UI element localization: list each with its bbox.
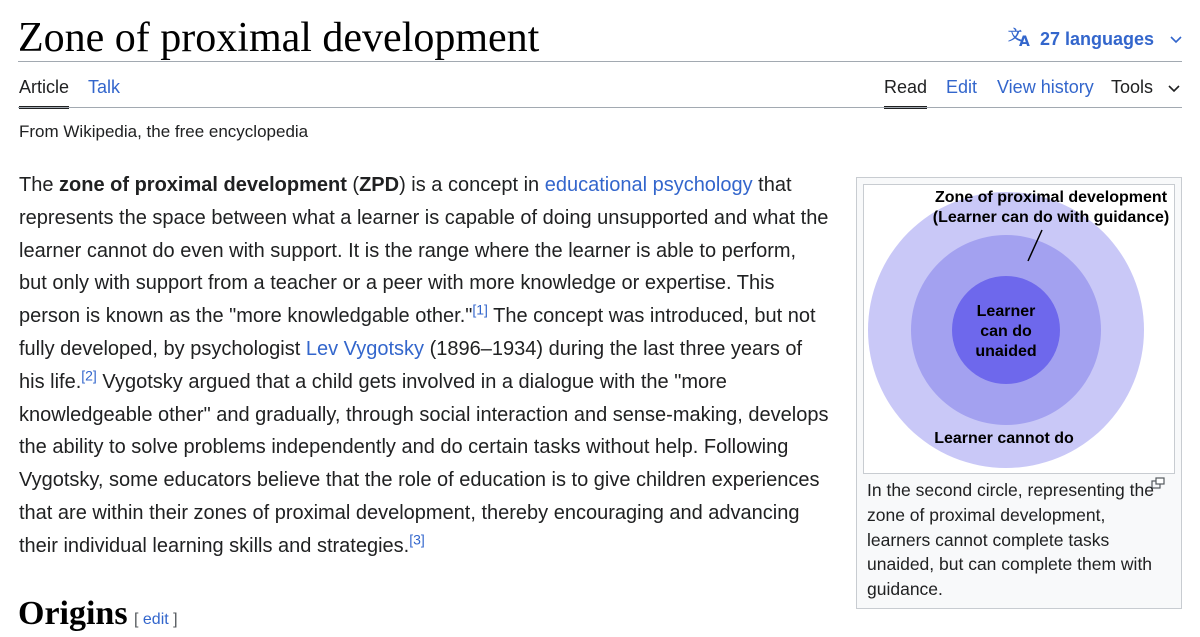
section-edit xyxy=(134,611,178,629)
link-educational-psychology[interactable]: educational psychology xyxy=(544,174,753,196)
languages-button[interactable] xyxy=(1008,22,1182,56)
lead-text: ) is a concept in xyxy=(399,174,545,196)
outer-label: Learner cannot do xyxy=(934,430,1074,447)
inner-label-line1: Learner xyxy=(976,303,1036,320)
lead-text: The xyxy=(19,174,60,196)
link-lev-vygotsky[interactable]: Lev Vygotsky xyxy=(305,337,425,360)
infobox-caption: In the second circle, representing the zone of proximal development, learners cannot complete tasks unaided, but can complete them with guidance. xyxy=(867,480,1154,600)
inner-label-line3: unaided xyxy=(975,343,1037,360)
bold-abbreviation: ZPD xyxy=(359,174,400,196)
lead-paragraph xyxy=(19,169,829,563)
lead-text: Vygotsky argued that a child gets involved in a dialogue with the "more knowledgeable other" and gradually, through social interaction and sense-making, develops the ability to solve problems independently and do certain tasks without help. Following Vygotsky, some educators believe that the role of education is to give children experiences that are within their zones of proximal development, thereby encouraging and advancing their individual learning skills and strategies. xyxy=(19,370,829,557)
bold-term: zone of proximal development xyxy=(59,174,347,196)
tab-edit[interactable]: Edit xyxy=(946,77,978,97)
edit-bracket-close: ] xyxy=(168,611,178,628)
middle-label-line1: Zone of proximal development xyxy=(934,189,1168,206)
middle-label-line2: (Learner can do with guidance) xyxy=(932,209,1170,226)
tab-article[interactable]: Article xyxy=(19,76,69,109)
chevron-down-icon xyxy=(1170,31,1182,47)
tab-talk[interactable]: Talk xyxy=(88,77,121,97)
zpd-diagram[interactable] xyxy=(863,184,1175,474)
reference-link-1[interactable]: [1] xyxy=(472,301,488,318)
infobox xyxy=(856,177,1182,609)
reference-link-2[interactable]: [2] xyxy=(81,367,97,384)
section-heading-origins: Origins xyxy=(18,595,128,632)
tabs-divider xyxy=(18,107,1182,108)
section-edit-link[interactable]: edit xyxy=(142,611,169,628)
inner-label-line2: can do xyxy=(980,323,1032,340)
lead-text: that represents the space between what a learner is capable of doing unsupported and what the learner cannot do even with support. It is the range where the learner is able to perform, but only with support from a teacher or a peer with more knowledge or expertise. This person is known as the "more knowledgable other." xyxy=(19,174,829,328)
title-divider xyxy=(18,61,1182,62)
page-title: Zone of proximal development xyxy=(18,15,540,61)
tab-read[interactable]: Read xyxy=(884,76,927,109)
tab-view-history[interactable]: View history xyxy=(997,77,1094,97)
tab-tools[interactable]: Tools xyxy=(1111,77,1154,97)
tagline: From Wikipedia, the free encyclopedia xyxy=(19,122,309,141)
chevron-down-icon[interactable] xyxy=(1168,80,1180,96)
languages-label: 27 languages xyxy=(1039,28,1154,49)
lead-text: ( xyxy=(346,174,360,196)
lead-text: (1896–1934) during the last three years of his life. xyxy=(19,337,803,393)
translate-icon xyxy=(1008,26,1032,53)
svg-text:A: A xyxy=(1018,33,1030,48)
svg-text:文: 文 xyxy=(1007,27,1022,44)
lead-text: The concept was introduced, but not fully developed, by psychologist xyxy=(19,305,816,360)
edit-bracket-open: [ xyxy=(134,611,143,628)
reference-link-3[interactable]: [3] xyxy=(409,531,425,548)
